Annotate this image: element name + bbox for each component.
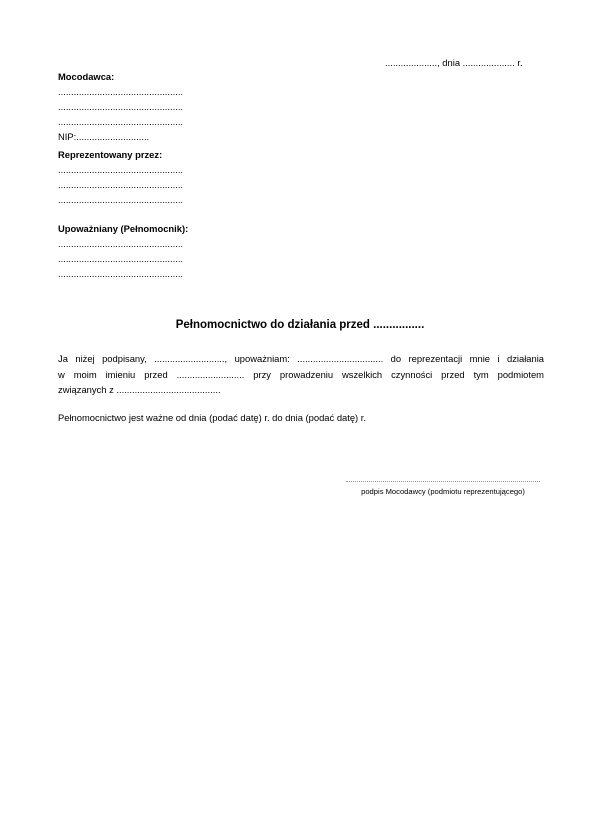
reprezentowany-line-3: ................................................: [58, 194, 184, 205]
reprezentowany-section: [58, 149, 258, 209]
upowazniany-line-3: ................................................: [58, 268, 184, 279]
upowazniany-heading: Upoważniany (Pełnomocnik):: [58, 223, 189, 234]
mocodawca-heading: Mocodawca:: [58, 71, 115, 82]
reprezentowany-line-2: ................................................: [58, 179, 184, 190]
upowazniany-line-2: ................................................: [58, 253, 184, 264]
reprezentowany-line-1: ................................................: [58, 164, 184, 175]
paragraph-line-2: w moim imieniu przed .......................... przy prowadzeniu wszelkich czynności przed tym podmiotem: [58, 368, 544, 380]
mocodawca-line-2: ................................................: [58, 101, 184, 112]
authorization-paragraph: [58, 351, 544, 398]
document-title: Pełnomocnictwo do działania przed ................: [175, 319, 425, 331]
paragraph-line-3: związanych z ........................................: [58, 384, 221, 395]
upowazniany-line-1: ................................................: [58, 238, 184, 249]
validity-statement: Pełnomocnictwo jest ważne od dnia (podać datę) r. do dnia (podać datę) r.: [58, 412, 366, 423]
mocodawca-section: [58, 71, 258, 146]
mocodawca-line-3: ................................................: [58, 116, 184, 127]
nip-line: NIP:............................: [58, 131, 150, 142]
mocodawca-line-1: ................................................: [58, 86, 184, 97]
place-date-line: ...................., dnia .................... r.: [385, 57, 523, 68]
signature-caption: podpis Mocodawcy (podmiotu reprezentującego): [361, 487, 525, 496]
signature-line: [346, 481, 540, 482]
paragraph-line-1: Ja niżej podpisany, ..........................., upoważniam: ................................. do reprezentacji mnie i działania: [58, 353, 544, 364]
reprezentowany-heading: Reprezentowany przez:: [58, 149, 163, 160]
upowazniany-section: [58, 223, 258, 283]
